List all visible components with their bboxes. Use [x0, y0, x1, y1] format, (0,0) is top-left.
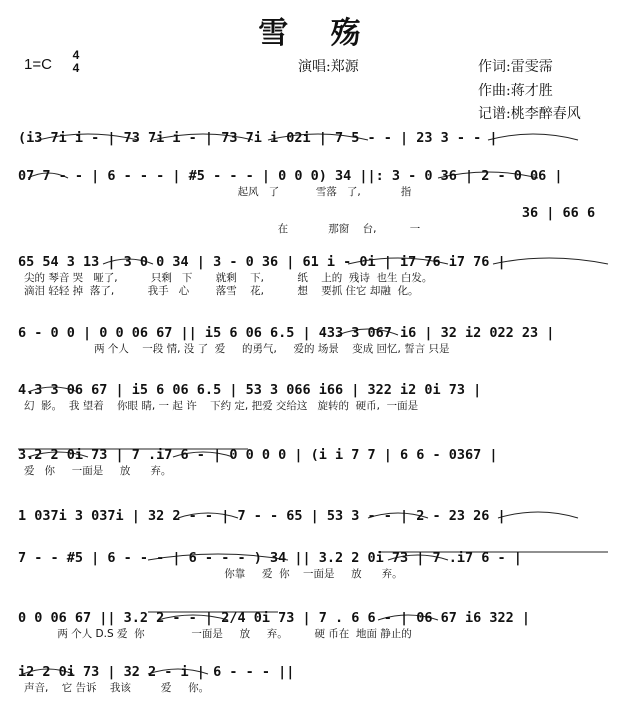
lyricist-credit: 作词:雷雯霈 — [478, 59, 553, 75]
lyric-line-1: 你靠 爱 你 一面是 放 弃。 — [24, 568, 403, 580]
notation-line: 65 54 3 13 | 3 0 0 34 | 3 - 0 36 | 61 i - 0i | i7 76 i7 76 | — [18, 254, 506, 270]
key-signature: 1=C — [24, 56, 52, 73]
notation-line: 3.2 2 0i 73 | 7 .i7 6 - | 0 0 0 0 | (i i 7 7 | 6 6 - 0367 | — [18, 447, 498, 463]
lyric-line-1: 起风 了 雪落 了, 指 — [24, 186, 412, 198]
lyric-line-1: 幻 影。 我 望着 你眼 睛, 一 起 许 下约 定, 把爱 交给这 旋转的 硬币, 一面是 — [24, 400, 419, 412]
notation-line: 6 - 0 0 | 0 0 06 67 || i5 6 06 6.5 | 433 3 067 i6 | 32 i2 022 23 | — [18, 325, 555, 341]
singer-credit: 演唱:郑源 — [298, 59, 359, 75]
notation-line: (i3 7i i - | 73 7i i - | 73 7i i 02i | 7 5 - - | 23 3 - - | — [18, 130, 498, 146]
song-title: 雪 殇 — [258, 16, 377, 51]
lyric-line-1: 在 那窗 台, 一 — [24, 223, 421, 235]
notation-line: 07 7 - - | 6 - - - | #5 - - - | 0 0 0) 34 ||: 3 - 0 36 | 2 - 0 06 | — [18, 168, 563, 184]
lyric-line-1: 声音, 它 告诉 我该 爱 你。 — [24, 682, 210, 694]
notation-line: i2 2 0i 73 | 32 2 - i | 6 - - - || — [18, 664, 295, 680]
notation-line: 0 0 06 67 || 3.2 2 - - | 2/4 0i 73 | 7 . 6 6 - | 06 67 i6 322 | — [18, 610, 531, 626]
notation-line: 36 | 66 6 — [18, 205, 596, 221]
lyric-line-2: 滴泪 轻轻 掉 落了, 我手 心 落雪 花, 想 要抓 住它 却融 化。 — [24, 285, 419, 297]
transcriber-credit: 记谱:桃李醉春风 — [478, 106, 581, 122]
lyric-line-1: 两 个人 一段 情, 没 了 爱 的勇气, 爱的 场景 变成 回忆, 誓言 只是 — [24, 343, 450, 355]
lyric-line-1: 尖的 琴音 哭 哑了, 只剩 下 就剩 下, 纸 上的 残诗 也生 白发。 — [24, 272, 433, 284]
notation-line: 1 037i 3 037i | 32 2 - - | 7 - - 65 | 53 3 - - | 2 - 23 26 | — [18, 508, 506, 524]
lyric-line-1: 两 个人 D.S 爱 你 一面是 放 弃。 硬 币在 地面 静止的 — [24, 628, 412, 640]
notation-line: 4.3 3 06 67 | i5 6 06 6.5 | 53 3 066 i66 | 322 i2 0i 73 | — [18, 382, 482, 398]
composer-credit: 作曲:蒋才胜 — [478, 83, 553, 99]
time-signature-bottom: 4 — [72, 61, 80, 75]
lyric-line-1: 爱 你 一面是 放 弃。 — [24, 465, 172, 477]
notation-line: 7 - - #5 | 6 - - - | 6 - - - ) 34 || 3.2 2 0i 73 | 7 .i7 6 - | — [18, 550, 522, 566]
time-signature-top: 4 — [72, 48, 80, 62]
